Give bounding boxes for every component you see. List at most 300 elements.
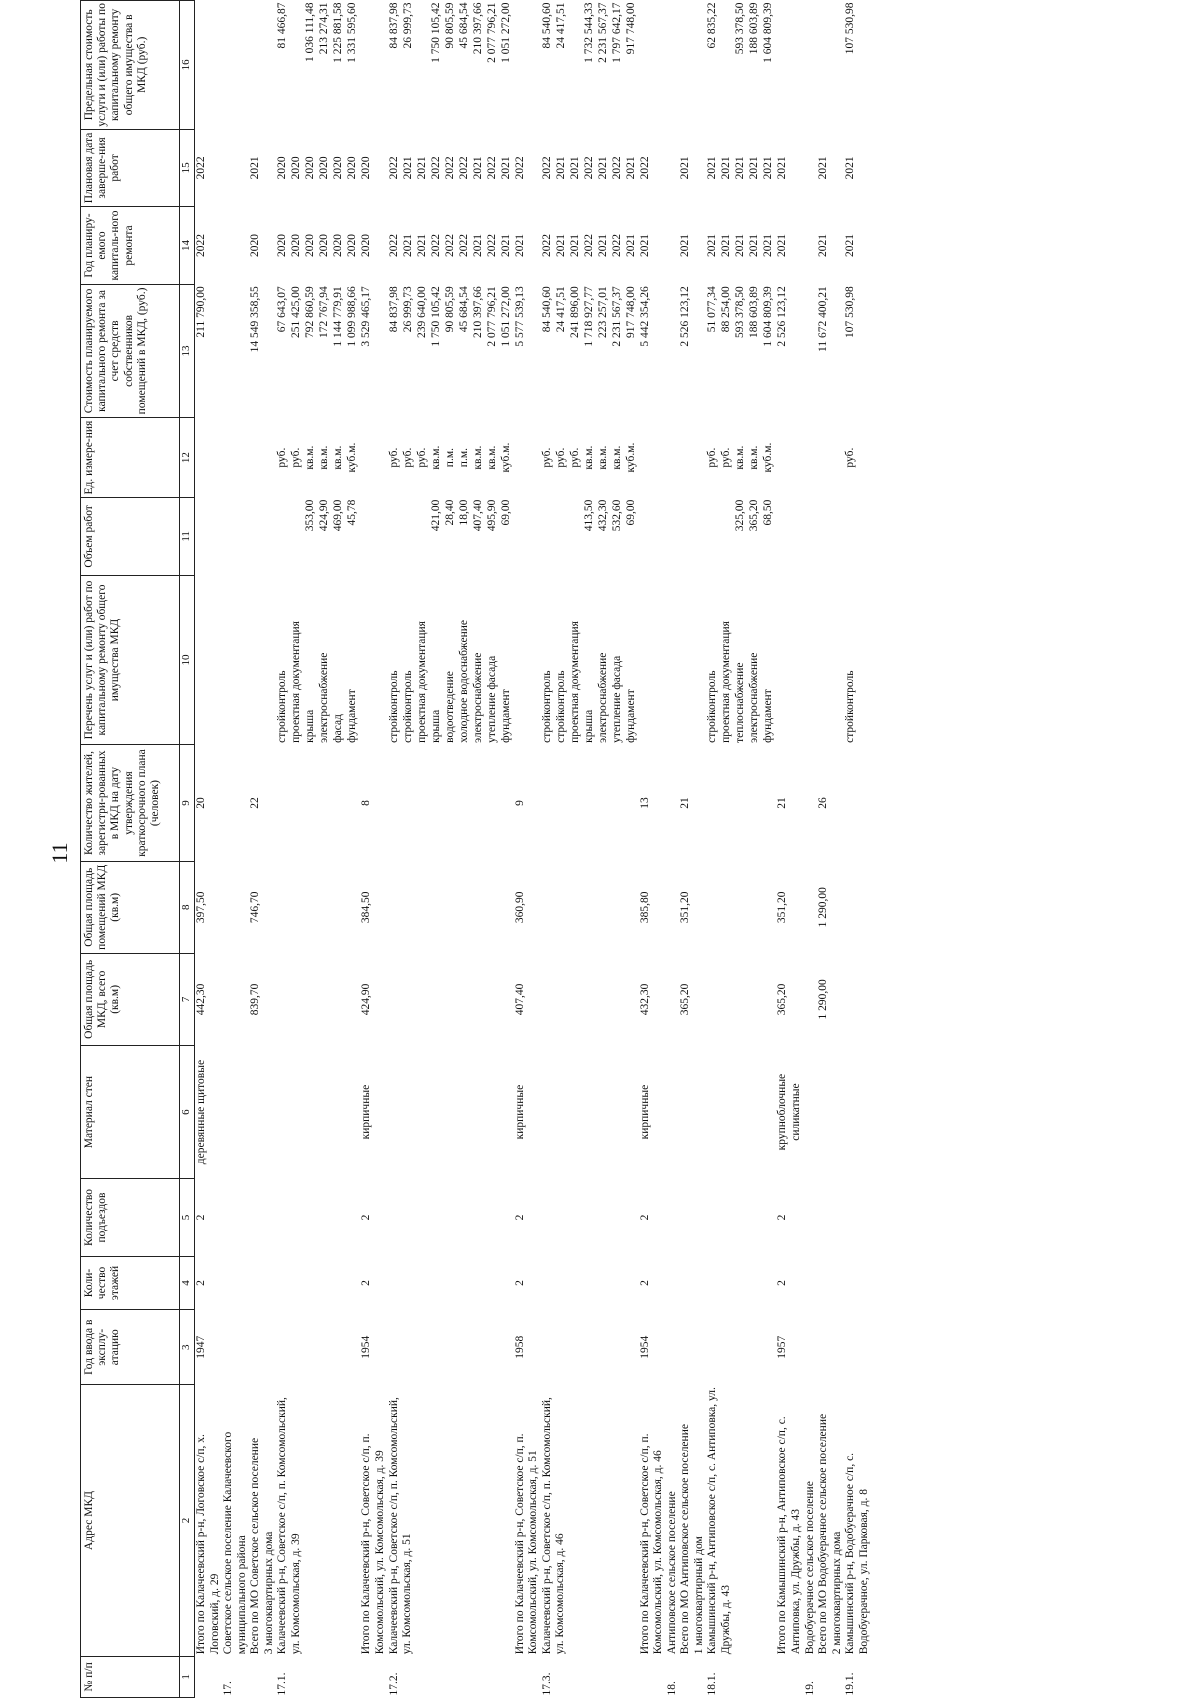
row-works bbox=[263, 575, 277, 745]
row-entrances bbox=[541, 1179, 639, 1257]
row-plan-year bbox=[249, 207, 263, 285]
column-header: Количество жителей, зарегистри-рованных в МКД на дату утверждения краткосрочного плана (человек) bbox=[81, 745, 180, 861]
row-number-text: 17. bbox=[222, 1681, 235, 1696]
row-wall-material bbox=[817, 1045, 831, 1178]
work-finish: 2020 bbox=[346, 156, 359, 180]
row-area-total bbox=[817, 953, 831, 1045]
table-row bbox=[360, 1, 387, 1698]
row-entrances bbox=[360, 1179, 387, 1257]
row-plan-year-text: 2021 bbox=[513, 233, 526, 257]
work-vol: 421,00 bbox=[429, 499, 442, 532]
row-finish-text: 2022 bbox=[195, 156, 207, 180]
row-floors-text: 2 bbox=[638, 1280, 651, 1286]
work-finish: 2021 bbox=[596, 156, 609, 180]
work-unit: кв.м. bbox=[582, 445, 595, 470]
row-address-text: 2 многоквартирных дома bbox=[830, 1531, 843, 1655]
work-limit: 210 397,66 bbox=[471, 2, 484, 55]
column-number: 16 bbox=[180, 1, 195, 130]
row-cost bbox=[639, 284, 666, 417]
row-entrances bbox=[388, 1179, 514, 1257]
row-plan-year-text: 2021 bbox=[817, 233, 830, 257]
table-row bbox=[276, 1, 360, 1698]
work-name: крыша bbox=[304, 709, 317, 743]
row-build-year bbox=[195, 1310, 223, 1385]
work-year: 2021 bbox=[706, 233, 719, 257]
row-address bbox=[249, 1385, 263, 1657]
row-entrances bbox=[514, 1179, 541, 1257]
row-plan-year bbox=[804, 207, 818, 285]
work-limit: 917 748,00 bbox=[624, 2, 637, 55]
work-unit: руб. bbox=[540, 447, 553, 468]
row-residents bbox=[222, 745, 249, 861]
work-name: электроснабжение bbox=[596, 652, 609, 743]
row-area-total bbox=[276, 953, 360, 1045]
row-residents bbox=[804, 745, 818, 861]
row-area-total bbox=[360, 953, 387, 1045]
row-finish bbox=[804, 129, 818, 207]
work-cost-list bbox=[541, 284, 639, 417]
work-limit: 1 732 544,33 bbox=[582, 2, 595, 63]
row-address-text: Всего по МО Советское сельское поселение bbox=[249, 1437, 262, 1655]
row-address-text: Камышинский р-н, Антиповское с/п, с. Антиповка, ул. Дружбы, д. 43 bbox=[706, 1387, 732, 1655]
row-residents bbox=[817, 745, 831, 861]
row-floors bbox=[831, 1256, 845, 1309]
work-cost: 210 397,66 bbox=[471, 286, 484, 339]
table-row bbox=[222, 1, 249, 1698]
row-unit bbox=[195, 418, 223, 498]
row-area-total bbox=[222, 953, 249, 1045]
work-vol bbox=[416, 500, 430, 574]
row-address bbox=[514, 1385, 541, 1657]
row-floors bbox=[388, 1256, 514, 1309]
work-list bbox=[276, 575, 360, 745]
work-cost: 917 748,00 bbox=[624, 286, 637, 339]
column-number: 4 bbox=[180, 1256, 195, 1309]
row-volume bbox=[666, 498, 680, 576]
row-area-rooms-text: 1 290,00 bbox=[817, 887, 830, 928]
row-unit bbox=[693, 418, 707, 498]
work-unit-list bbox=[388, 418, 514, 498]
row-finish-text: 2021 bbox=[817, 156, 830, 180]
row-works bbox=[776, 575, 803, 745]
row-area-rooms-text: 351,20 bbox=[776, 891, 789, 924]
work-unit: кв.м. bbox=[610, 445, 623, 470]
table-row bbox=[844, 1, 871, 1698]
work-unit: кв.м. bbox=[596, 445, 609, 470]
column-header: Адрес МКД bbox=[81, 1385, 180, 1657]
work-limit-list bbox=[388, 1, 514, 130]
work-limit: 188 603,89 bbox=[748, 2, 761, 55]
row-entrances bbox=[195, 1179, 223, 1257]
work-finish: 2021 bbox=[499, 156, 512, 180]
work-year: 2021 bbox=[568, 233, 581, 257]
row-build-year bbox=[844, 1310, 871, 1385]
work-name: фундамент bbox=[624, 689, 637, 743]
column-header: Год ввода в эксплу-атацию bbox=[81, 1310, 180, 1385]
work-vol: 69,00 bbox=[624, 499, 637, 526]
row-cost-text: 11 672 400,21 bbox=[817, 286, 830, 352]
row-wall-material bbox=[249, 1045, 263, 1178]
work-finish: 2021 bbox=[762, 156, 775, 180]
column-number: 15 bbox=[180, 129, 195, 207]
row-build-year bbox=[706, 1310, 776, 1385]
row-build-year-text: 1954 bbox=[360, 1335, 373, 1359]
work-cost-list bbox=[276, 284, 360, 417]
row-address bbox=[844, 1385, 871, 1657]
work-cost: 107 530,98 bbox=[844, 286, 857, 339]
row-volume bbox=[514, 498, 541, 576]
row-floors bbox=[706, 1256, 776, 1309]
row-build-year bbox=[249, 1310, 263, 1385]
row-residents bbox=[249, 745, 263, 861]
work-finish: 2020 bbox=[304, 156, 317, 180]
column-header: Перечень услуг и (или) работ по капитальному ремонту общего имущества МКД bbox=[81, 575, 180, 745]
row-plan-year-text: 2021 bbox=[776, 233, 789, 257]
work-vol bbox=[388, 500, 402, 574]
column-header: Объем работ bbox=[81, 498, 180, 576]
work-year: 2021 bbox=[734, 233, 747, 257]
work-finish-list bbox=[706, 129, 776, 207]
work-limit: 213 274,31 bbox=[318, 2, 331, 55]
row-area-rooms bbox=[263, 861, 277, 953]
work-unit: руб. bbox=[387, 447, 400, 468]
row-address bbox=[195, 1385, 223, 1657]
row-floors bbox=[639, 1256, 666, 1309]
work-name: фундамент bbox=[762, 689, 775, 743]
row-limit bbox=[817, 1, 831, 130]
row-area-total bbox=[195, 953, 223, 1045]
work-cost: 241 896,00 bbox=[568, 286, 581, 339]
row-volume bbox=[804, 498, 818, 576]
row-area-rooms bbox=[817, 861, 831, 953]
work-cost: 84 837,98 bbox=[387, 286, 400, 333]
row-address bbox=[693, 1385, 707, 1657]
row-build-year-text: 1947 bbox=[195, 1335, 207, 1359]
column-number: 9 bbox=[180, 745, 195, 861]
row-works bbox=[831, 575, 845, 745]
row-finish bbox=[776, 129, 803, 207]
row-volume bbox=[831, 498, 845, 576]
work-vol: 495,90 bbox=[485, 499, 498, 532]
table-row bbox=[831, 1, 845, 1698]
row-works bbox=[639, 575, 666, 745]
row-area-total-text: 365,20 bbox=[679, 983, 692, 1016]
work-vol: 325,00 bbox=[734, 499, 747, 532]
work-finish: 2021 bbox=[734, 156, 747, 180]
row-cost-text: 5 577 539,13 bbox=[513, 286, 526, 347]
row-entrances bbox=[706, 1179, 776, 1257]
work-limit: 1 036 111,48 bbox=[304, 2, 317, 63]
work-finish: 2021 bbox=[748, 156, 761, 180]
row-finish bbox=[679, 129, 693, 207]
column-header: Ед. измере-ния bbox=[81, 418, 180, 498]
work-name: проектная документация bbox=[568, 621, 581, 743]
row-build-year bbox=[831, 1310, 845, 1385]
row-number-text: 17.1. bbox=[276, 1672, 289, 1696]
row-area-rooms bbox=[514, 861, 541, 953]
column-number: 11 bbox=[180, 498, 195, 576]
row-wall-material bbox=[388, 1045, 514, 1178]
row-build-year bbox=[276, 1310, 360, 1385]
row-area-rooms bbox=[388, 861, 514, 953]
row-wall-material bbox=[693, 1045, 707, 1178]
column-number: 13 bbox=[180, 284, 195, 417]
row-area-rooms-text: 385,80 bbox=[638, 891, 651, 924]
row-limit bbox=[360, 1, 387, 130]
row-residents bbox=[195, 745, 223, 861]
row-plan-year bbox=[263, 207, 277, 285]
row-entrances bbox=[679, 1179, 693, 1257]
row-number bbox=[639, 1656, 666, 1697]
row-area-rooms bbox=[706, 861, 776, 953]
row-plan-year bbox=[639, 207, 666, 285]
row-entrances-text: 2 bbox=[195, 1214, 207, 1221]
work-vol: 353,00 bbox=[304, 499, 317, 532]
row-cost-text: 2 526 123,12 bbox=[679, 286, 692, 347]
row-area-total bbox=[666, 953, 680, 1045]
row-works bbox=[249, 575, 263, 745]
work-name: холодное водоснабжение bbox=[457, 620, 470, 743]
table-row bbox=[706, 1, 776, 1698]
work-finish: 2022 bbox=[582, 156, 595, 180]
row-number bbox=[360, 1656, 387, 1697]
work-cost: 239 640,00 bbox=[415, 286, 428, 339]
row-residents-text: 20 bbox=[195, 797, 207, 809]
row-entrances-text: 2 bbox=[776, 1214, 789, 1221]
column-number: 6 bbox=[180, 1045, 195, 1178]
work-year: 2021 bbox=[748, 233, 761, 257]
work-limit: 90 805,59 bbox=[443, 2, 456, 49]
work-vol bbox=[706, 500, 720, 574]
row-wall-material bbox=[666, 1045, 680, 1178]
row-number bbox=[706, 1656, 776, 1697]
work-cost: 251 425,00 bbox=[290, 286, 303, 339]
work-finish-list bbox=[541, 129, 639, 207]
row-wall-material-text: кирпичные bbox=[360, 1084, 373, 1140]
row-floors bbox=[666, 1256, 680, 1309]
table-row bbox=[263, 1, 277, 1698]
work-name: фасад bbox=[332, 714, 345, 743]
row-unit bbox=[514, 418, 541, 498]
work-unit: руб. bbox=[415, 447, 428, 468]
row-number-text: 18. bbox=[665, 1681, 678, 1696]
row-cost bbox=[804, 284, 818, 417]
work-limit bbox=[720, 3, 734, 128]
work-year: 2021 bbox=[624, 233, 637, 257]
work-cost-list bbox=[844, 284, 871, 417]
work-name: электроснабжение bbox=[318, 652, 331, 743]
row-plan-year bbox=[831, 207, 845, 285]
column-number-row bbox=[180, 1, 195, 1698]
row-works bbox=[679, 575, 693, 745]
row-number bbox=[844, 1656, 871, 1697]
row-finish bbox=[817, 129, 831, 207]
page-number: 11 bbox=[47, 842, 72, 864]
row-floors-text: 2 bbox=[513, 1280, 526, 1286]
work-vol: 407,40 bbox=[471, 499, 484, 532]
row-floors bbox=[263, 1256, 277, 1309]
row-cost bbox=[666, 284, 680, 417]
row-unit bbox=[776, 418, 803, 498]
row-number-text: 17.2. bbox=[387, 1672, 400, 1696]
row-build-year bbox=[693, 1310, 707, 1385]
work-year: 2021 bbox=[596, 233, 609, 257]
work-limit: 45 684,54 bbox=[457, 2, 470, 49]
row-number bbox=[666, 1656, 680, 1697]
row-address bbox=[831, 1385, 845, 1657]
row-unit bbox=[666, 418, 680, 498]
row-number bbox=[831, 1656, 845, 1697]
work-name: фундамент bbox=[499, 689, 512, 743]
row-residents bbox=[360, 745, 387, 861]
row-plan-year bbox=[514, 207, 541, 285]
table-row bbox=[817, 1, 831, 1698]
row-residents bbox=[666, 745, 680, 861]
row-build-year bbox=[514, 1310, 541, 1385]
row-area-total bbox=[679, 953, 693, 1045]
row-address-text: Калачеевский р-н, Советское с/п, п. Комсомольский, ул. Комсомольская, д. 51 bbox=[387, 1397, 414, 1655]
row-wall-material bbox=[276, 1045, 360, 1178]
row-number bbox=[249, 1656, 263, 1697]
row-works bbox=[195, 575, 223, 745]
row-number-text: 19. bbox=[803, 1681, 816, 1696]
row-unit bbox=[263, 418, 277, 498]
row-unit bbox=[804, 418, 818, 498]
row-address bbox=[360, 1385, 387, 1657]
row-number bbox=[514, 1656, 541, 1697]
work-year: 2022 bbox=[457, 233, 470, 257]
row-area-total bbox=[388, 953, 514, 1045]
work-year-list bbox=[844, 207, 871, 285]
row-cost bbox=[360, 284, 387, 417]
row-limit bbox=[693, 1, 707, 130]
work-vol: 69,00 bbox=[499, 499, 512, 526]
row-plan-year-text: 2021 bbox=[679, 233, 692, 257]
row-build-year bbox=[541, 1310, 639, 1385]
work-vol bbox=[290, 500, 304, 574]
row-floors bbox=[817, 1256, 831, 1309]
row-entrances bbox=[263, 1179, 277, 1257]
column-header: № п/п bbox=[81, 1656, 180, 1697]
row-address bbox=[706, 1385, 776, 1657]
row-finish bbox=[831, 129, 845, 207]
table-row bbox=[249, 1, 263, 1698]
row-cost bbox=[831, 284, 845, 417]
row-area-total bbox=[541, 953, 639, 1045]
row-volume bbox=[249, 498, 263, 576]
work-cost: 84 540,60 bbox=[540, 286, 553, 333]
work-vol: 432,30 bbox=[596, 499, 609, 532]
row-residents bbox=[514, 745, 541, 861]
row-area-total bbox=[776, 953, 803, 1045]
work-name: электроснабжение bbox=[748, 652, 761, 743]
row-build-year bbox=[639, 1310, 666, 1385]
column-header: Материал стен bbox=[81, 1045, 180, 1178]
row-finish bbox=[249, 129, 263, 207]
work-limit: 26 999,73 bbox=[401, 2, 414, 49]
column-number: 8 bbox=[180, 861, 195, 953]
table-body bbox=[195, 1, 872, 1698]
work-year: 2022 bbox=[610, 233, 623, 257]
row-entrances bbox=[276, 1179, 360, 1257]
row-residents bbox=[831, 745, 845, 861]
row-residents bbox=[679, 745, 693, 861]
row-area-total bbox=[249, 953, 263, 1045]
work-limit: 84 837,98 bbox=[387, 2, 400, 49]
row-address-text: Итого по Калачеевский р-н, Советское с/п, п. Комсомольский, ул. Комсомольская, д. 46 bbox=[638, 1433, 665, 1655]
work-unit-list bbox=[276, 418, 360, 498]
row-area-total bbox=[693, 953, 707, 1045]
work-finish-list bbox=[388, 129, 514, 207]
work-vol bbox=[402, 500, 416, 574]
row-build-year bbox=[388, 1310, 514, 1385]
row-entrances bbox=[776, 1179, 803, 1257]
row-residents bbox=[844, 745, 871, 861]
work-finish: 2020 bbox=[332, 156, 345, 180]
row-cost-text: 3 529 465,17 bbox=[360, 286, 373, 347]
row-floors bbox=[776, 1256, 803, 1309]
row-unit bbox=[817, 418, 831, 498]
work-list bbox=[541, 575, 639, 745]
row-finish bbox=[514, 129, 541, 207]
row-address bbox=[222, 1385, 249, 1657]
work-unit: п.м. bbox=[443, 448, 456, 468]
row-area-total bbox=[831, 953, 845, 1045]
work-cost: 88 254,00 bbox=[720, 286, 733, 333]
work-unit: п.м. bbox=[457, 448, 470, 468]
row-floors-text: 2 bbox=[360, 1280, 373, 1286]
column-number: 10 bbox=[180, 575, 195, 745]
work-year: 2021 bbox=[554, 233, 567, 257]
row-floors bbox=[276, 1256, 360, 1309]
row-area-rooms-text: 384,50 bbox=[360, 891, 373, 924]
work-cost: 1 718 927,77 bbox=[582, 286, 595, 347]
row-limit bbox=[514, 1, 541, 130]
row-area-rooms bbox=[804, 861, 818, 953]
row-address bbox=[679, 1385, 693, 1657]
row-finish bbox=[222, 129, 249, 207]
row-finish bbox=[666, 129, 680, 207]
work-name: крыша bbox=[429, 709, 442, 743]
work-unit: руб. bbox=[290, 447, 303, 468]
work-unit-list bbox=[844, 418, 871, 498]
row-area-total bbox=[844, 953, 871, 1045]
work-cost: 1 051 272,00 bbox=[499, 286, 512, 347]
work-limit: 107 530,98 bbox=[844, 2, 857, 55]
row-finish bbox=[639, 129, 666, 207]
row-build-year bbox=[679, 1310, 693, 1385]
row-entrances-text: 2 bbox=[638, 1214, 651, 1221]
row-works bbox=[360, 575, 387, 745]
work-limit: 593 378,50 bbox=[734, 2, 747, 55]
column-header: Год планиру-емого капиталь-ного ремонта bbox=[81, 207, 180, 285]
row-volume bbox=[195, 498, 223, 576]
row-residents-text: 26 bbox=[817, 797, 830, 809]
row-number bbox=[817, 1656, 831, 1697]
row-floors bbox=[195, 1256, 223, 1309]
row-wall-material bbox=[706, 1045, 776, 1178]
work-finish: 2021 bbox=[844, 156, 857, 180]
work-finish-list bbox=[844, 129, 871, 207]
row-plan-year bbox=[222, 207, 249, 285]
work-cost: 593 378,50 bbox=[734, 286, 747, 339]
work-vol bbox=[720, 500, 734, 574]
row-finish bbox=[195, 129, 223, 207]
row-entrances bbox=[817, 1179, 831, 1257]
work-vol bbox=[569, 500, 583, 574]
row-area-rooms bbox=[679, 861, 693, 953]
work-finish: 2021 bbox=[415, 156, 428, 180]
